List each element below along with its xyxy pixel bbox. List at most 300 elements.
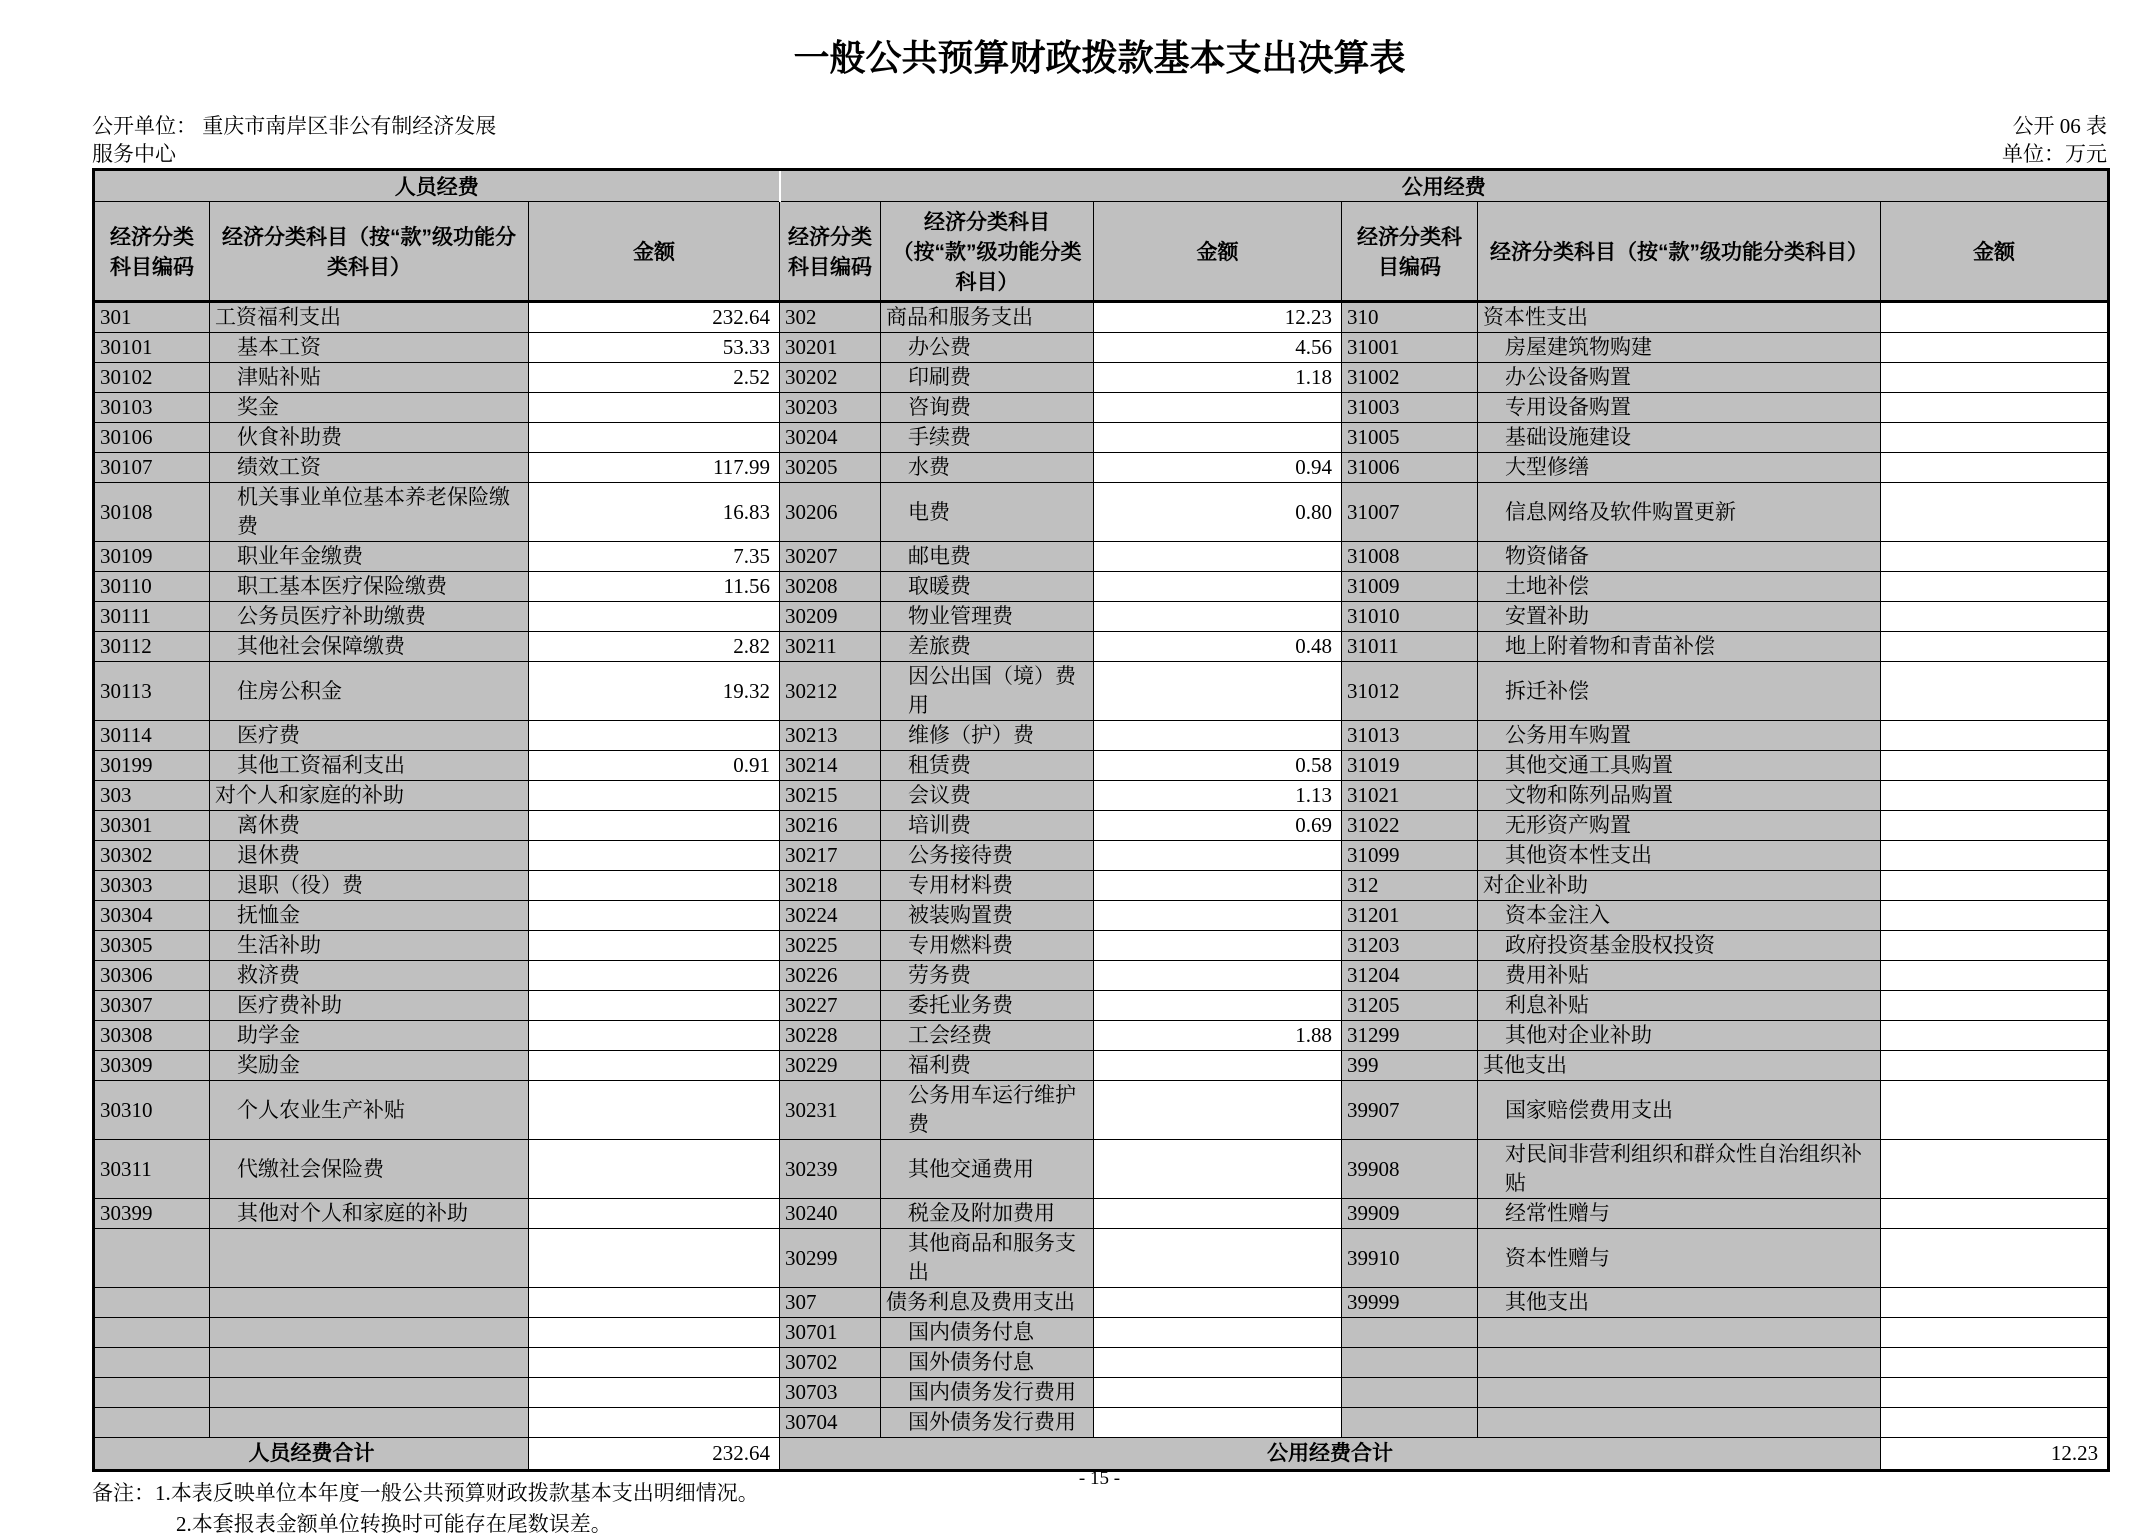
subject-cell: 其他资本性支出 [1478, 841, 1881, 871]
subject-cell: 政府投资基金股权投资 [1478, 931, 1881, 961]
amount-cell: 1.13 [1094, 781, 1342, 811]
amount-cell [529, 1140, 780, 1199]
amount-cell [1881, 1348, 2109, 1378]
code-cell: 30107 [94, 453, 210, 483]
amount-cell [1881, 931, 2109, 961]
subject-cell: 被装购置费 [881, 901, 1094, 931]
amount-cell [1094, 901, 1342, 931]
code-cell: 30307 [94, 991, 210, 1021]
table-row [94, 871, 2109, 901]
amount-cell [1094, 1378, 1342, 1408]
amount-cell [529, 781, 780, 811]
code-cell: 30201 [780, 333, 881, 363]
amount-cell [529, 602, 780, 632]
amount-cell [1881, 811, 2109, 841]
subject-cell: 住房公积金 [210, 662, 529, 721]
page-number: - 15 - [1078, 1468, 1121, 1489]
note-line-1: 备注：1.本表反映单位本年度一般公共预算财政拨款基本支出明细情况。 [92, 1481, 759, 1505]
amount-cell [1881, 363, 2109, 393]
subject-cell: 国家赔偿费用支出 [1478, 1081, 1881, 1140]
table-row [94, 721, 2109, 751]
code-cell: 30240 [780, 1199, 881, 1229]
subject-cell: 因公出国（境）费用 [881, 662, 1094, 721]
subject-cell: 办公费 [881, 333, 1094, 363]
subject-cell: 取暖费 [881, 572, 1094, 602]
amount-cell [1881, 1081, 2109, 1140]
amount-cell [529, 1081, 780, 1140]
subject-cell: 资本性支出 [1478, 302, 1881, 333]
table-row [94, 333, 2109, 363]
subject-cell: 费用补贴 [1478, 961, 1881, 991]
code-cell [94, 1229, 210, 1288]
subject-cell: 文物和陈列品购置 [1478, 781, 1881, 811]
amount-cell [529, 1318, 780, 1348]
amount-cell [1881, 1318, 2109, 1348]
code-cell: 31005 [1342, 423, 1478, 453]
subject-cell: 对企业补助 [1478, 871, 1881, 901]
code-cell: 30228 [780, 1021, 881, 1051]
amount-cell [1881, 302, 2109, 333]
table-row [94, 483, 2109, 542]
amount-cell: 12.23 [1094, 302, 1342, 333]
subheader [92, 112, 2107, 168]
amount-cell [1881, 572, 2109, 602]
subject-cell: 助学金 [210, 1021, 529, 1051]
code-cell: 399 [1342, 1051, 1478, 1081]
code-cell: 39907 [1342, 1081, 1478, 1140]
band-personnel: 人员经费 [94, 170, 780, 202]
code-cell: 30110 [94, 572, 210, 602]
subject-cell: 资本性赠与 [1478, 1229, 1881, 1288]
code-cell: 30108 [94, 483, 210, 542]
table-row [94, 961, 2109, 991]
code-cell [1342, 1408, 1478, 1438]
subject-cell: 物业管理费 [881, 602, 1094, 632]
code-cell: 30202 [780, 363, 881, 393]
amount-cell [1881, 961, 2109, 991]
amount-cell [529, 1288, 780, 1318]
table-row [94, 632, 2109, 662]
amount-cell [1094, 393, 1342, 423]
column-header-row [94, 202, 2109, 302]
code-cell: 30204 [780, 423, 881, 453]
personnel-total-label: 人员经费合计 [94, 1438, 529, 1471]
amount-cell: 16.83 [529, 483, 780, 542]
subject-cell: 专用设备购置 [1478, 393, 1881, 423]
code-cell: 30101 [94, 333, 210, 363]
amount-cell [529, 1229, 780, 1288]
table-row [94, 542, 2109, 572]
amount-cell [529, 871, 780, 901]
subject-cell [210, 1318, 529, 1348]
note-line-2: 2.本套报表金额单位转换时可能存在尾数误差。 [176, 1512, 612, 1536]
table-row [94, 1199, 2109, 1229]
subject-cell: 大型修缮 [1478, 453, 1881, 483]
amount-cell: 0.91 [529, 751, 780, 781]
amount-cell [1094, 1229, 1342, 1288]
amount-cell [529, 931, 780, 961]
subject-cell: 奖励金 [210, 1051, 529, 1081]
subject-cell: 其他支出 [1478, 1288, 1881, 1318]
col-header-code-3: 经济分类科目编码 [1342, 202, 1478, 302]
table-row [94, 1081, 2109, 1140]
code-cell: 30399 [94, 1199, 210, 1229]
subject-cell: 租赁费 [881, 751, 1094, 781]
subject-cell [1478, 1408, 1881, 1438]
subject-cell: 公务用车购置 [1478, 721, 1881, 751]
amount-cell [1094, 841, 1342, 871]
code-cell: 30106 [94, 423, 210, 453]
table-row [94, 1140, 2109, 1199]
code-cell: 31011 [1342, 632, 1478, 662]
amount-cell: 0.80 [1094, 483, 1342, 542]
col-header-code-1: 经济分类科目编码 [94, 202, 210, 302]
amount-cell [1094, 871, 1342, 901]
amount-cell: 19.32 [529, 662, 780, 721]
code-cell: 30305 [94, 931, 210, 961]
amount-cell [1094, 991, 1342, 1021]
amount-cell [1094, 1199, 1342, 1229]
table-row [94, 931, 2109, 961]
publish-unit-line1: 公开单位： 重庆市南岸区非公有制经济发展 [92, 114, 497, 138]
amount-cell [529, 1021, 780, 1051]
col-header-amount-1: 金额 [529, 202, 780, 302]
amount-cell [1094, 1288, 1342, 1318]
subject-cell: 机关事业单位基本养老保险缴费 [210, 483, 529, 542]
code-cell: 30304 [94, 901, 210, 931]
table-row [94, 1051, 2109, 1081]
amount-cell [1881, 781, 2109, 811]
amount-cell [1881, 991, 2109, 1021]
code-cell: 30113 [94, 662, 210, 721]
amount-cell [1881, 1140, 2109, 1199]
subject-cell: 国内债务发行费用 [881, 1378, 1094, 1408]
code-cell: 30229 [780, 1051, 881, 1081]
code-cell: 30214 [780, 751, 881, 781]
amount-cell [1881, 333, 2109, 363]
amount-cell [529, 1408, 780, 1438]
subject-cell: 基本工资 [210, 333, 529, 363]
code-cell: 30224 [780, 901, 881, 931]
totals-row [94, 1438, 2109, 1471]
subject-cell: 物资储备 [1478, 542, 1881, 572]
table-row [94, 363, 2109, 393]
subject-cell: 培训费 [881, 811, 1094, 841]
code-cell: 39909 [1342, 1199, 1478, 1229]
table-row [94, 572, 2109, 602]
table-row [94, 1348, 2109, 1378]
amount-cell [1881, 721, 2109, 751]
subject-cell: 专用材料费 [881, 871, 1094, 901]
amount-cell [1094, 572, 1342, 602]
code-cell: 30103 [94, 393, 210, 423]
subject-cell: 差旅费 [881, 632, 1094, 662]
subject-cell [210, 1408, 529, 1438]
code-cell: 30226 [780, 961, 881, 991]
subject-cell: 国内债务付息 [881, 1318, 1094, 1348]
table-row [94, 1288, 2109, 1318]
amount-cell [1881, 871, 2109, 901]
code-cell: 30302 [94, 841, 210, 871]
table-row [94, 781, 2109, 811]
publish-unit-line2: 服务中心 [92, 142, 176, 166]
amount-cell: 11.56 [529, 572, 780, 602]
subject-cell: 对民间非营利组织和群众性自治组织补贴 [1478, 1140, 1881, 1199]
amount-cell [1094, 1318, 1342, 1348]
table-row [94, 302, 2109, 333]
amount-cell [1094, 1081, 1342, 1140]
subject-cell: 代缴社会保险费 [210, 1140, 529, 1199]
subject-cell [210, 1378, 529, 1408]
subject-cell: 公务用车运行维护费 [881, 1081, 1094, 1140]
subject-cell: 工会经费 [881, 1021, 1094, 1051]
amount-cell [1881, 542, 2109, 572]
amount-cell: 0.69 [1094, 811, 1342, 841]
subject-cell: 其他支出 [1478, 1051, 1881, 1081]
money-unit-label: 单位：万元 [2002, 142, 2107, 166]
subject-cell: 其他社会保障缴费 [210, 632, 529, 662]
code-cell: 30311 [94, 1140, 210, 1199]
table-row [94, 1318, 2109, 1348]
table-row [94, 393, 2109, 423]
code-cell: 30215 [780, 781, 881, 811]
band-header-row [94, 170, 2109, 202]
code-cell: 30225 [780, 931, 881, 961]
code-cell: 30703 [780, 1378, 881, 1408]
amount-cell [529, 721, 780, 751]
code-cell: 30310 [94, 1081, 210, 1140]
amount-cell [1881, 393, 2109, 423]
code-cell: 30211 [780, 632, 881, 662]
code-cell [94, 1378, 210, 1408]
table-row [94, 991, 2109, 1021]
amount-cell [529, 1378, 780, 1408]
code-cell: 39910 [1342, 1229, 1478, 1288]
amount-cell [1094, 602, 1342, 632]
amount-cell [529, 1199, 780, 1229]
code-cell: 30212 [780, 662, 881, 721]
subject-cell: 无形资产购置 [1478, 811, 1881, 841]
table-row [94, 423, 2109, 453]
code-cell: 312 [1342, 871, 1478, 901]
amount-cell [529, 1051, 780, 1081]
subject-cell: 国外债务付息 [881, 1348, 1094, 1378]
amount-cell [1881, 1378, 2109, 1408]
code-cell: 303 [94, 781, 210, 811]
amount-cell [1881, 841, 2109, 871]
table-row [94, 602, 2109, 632]
subject-cell: 工资福利支出 [210, 302, 529, 333]
code-cell: 31013 [1342, 721, 1478, 751]
code-cell: 31205 [1342, 991, 1478, 1021]
amount-cell [1881, 1229, 2109, 1288]
code-cell: 30704 [780, 1408, 881, 1438]
subject-cell: 邮电费 [881, 542, 1094, 572]
amount-cell [529, 423, 780, 453]
subject-cell: 电费 [881, 483, 1094, 542]
amount-cell: 53.33 [529, 333, 780, 363]
band-public: 公用经费 [780, 170, 2109, 202]
code-cell [1342, 1318, 1478, 1348]
amount-cell [1881, 483, 2109, 542]
code-cell: 31010 [1342, 602, 1478, 632]
subject-cell: 伙食补助费 [210, 423, 529, 453]
personnel-total-amount: 232.64 [529, 1438, 780, 1471]
amount-cell [1881, 662, 2109, 721]
amount-cell [1094, 1348, 1342, 1378]
table-row [94, 901, 2109, 931]
page-title: 一般公共预算财政拨款基本支出决算表 [793, 37, 1406, 78]
table-row [94, 1229, 2109, 1288]
code-cell: 30109 [94, 542, 210, 572]
code-cell: 31012 [1342, 662, 1478, 721]
subject-cell: 咨询费 [881, 393, 1094, 423]
col-header-subject-1: 经济分类科目（按“款”级功能分类科目） [210, 202, 529, 302]
subject-cell [1478, 1378, 1881, 1408]
subject-cell: 公务接待费 [881, 841, 1094, 871]
col-header-code-2: 经济分类科目编码 [780, 202, 881, 302]
subject-cell: 退休费 [210, 841, 529, 871]
code-cell [94, 1288, 210, 1318]
code-cell: 30114 [94, 721, 210, 751]
subject-cell: 医疗费 [210, 721, 529, 751]
code-cell: 30217 [780, 841, 881, 871]
subject-cell: 职业年金缴费 [210, 542, 529, 572]
subject-cell: 其他对企业补助 [1478, 1021, 1881, 1051]
amount-cell: 4.56 [1094, 333, 1342, 363]
code-cell: 301 [94, 302, 210, 333]
code-cell: 302 [780, 302, 881, 333]
code-cell: 30213 [780, 721, 881, 751]
amount-cell: 0.58 [1094, 751, 1342, 781]
subject-cell: 土地补偿 [1478, 572, 1881, 602]
table-row [94, 751, 2109, 781]
subject-cell: 拆迁补偿 [1478, 662, 1881, 721]
col-header-amount-3: 金额 [1881, 202, 2109, 302]
amount-cell [1881, 453, 2109, 483]
code-cell: 31021 [1342, 781, 1478, 811]
code-cell: 31099 [1342, 841, 1478, 871]
code-cell: 30209 [780, 602, 881, 632]
code-cell: 30301 [94, 811, 210, 841]
code-cell: 30218 [780, 871, 881, 901]
code-cell: 30216 [780, 811, 881, 841]
subject-cell: 其他交通费用 [881, 1140, 1094, 1199]
subject-cell: 信息网络及软件购置更新 [1478, 483, 1881, 542]
document-page [92, 0, 2107, 1536]
code-cell: 31007 [1342, 483, 1478, 542]
code-cell: 30203 [780, 393, 881, 423]
table-row [94, 1378, 2109, 1408]
code-cell: 31002 [1342, 363, 1478, 393]
subject-cell: 基础设施建设 [1478, 423, 1881, 453]
subject-cell: 生活补助 [210, 931, 529, 961]
code-cell: 30309 [94, 1051, 210, 1081]
amount-cell [1094, 423, 1342, 453]
table-row [94, 841, 2109, 871]
subject-cell: 其他对个人和家庭的补助 [210, 1199, 529, 1229]
subject-cell: 对个人和家庭的补助 [210, 781, 529, 811]
amount-cell [529, 841, 780, 871]
subject-cell: 抚恤金 [210, 901, 529, 931]
amount-cell [1881, 1021, 2109, 1051]
amount-cell [1094, 721, 1342, 751]
code-cell: 31009 [1342, 572, 1478, 602]
amount-cell [529, 901, 780, 931]
subject-cell: 办公设备购置 [1478, 363, 1881, 393]
amount-cell [1881, 1288, 2109, 1318]
subject-cell: 地上附着物和青苗补偿 [1478, 632, 1881, 662]
amount-cell [1881, 423, 2109, 453]
subject-cell: 水费 [881, 453, 1094, 483]
amount-cell [1094, 931, 1342, 961]
amount-cell: 1.88 [1094, 1021, 1342, 1051]
table-row [94, 1408, 2109, 1438]
amount-cell [1881, 1051, 2109, 1081]
budget-table [92, 168, 2110, 1472]
amount-cell [529, 991, 780, 1021]
code-cell: 30112 [94, 632, 210, 662]
amount-cell [1094, 662, 1342, 721]
subject-cell: 印刷费 [881, 363, 1094, 393]
code-cell: 31022 [1342, 811, 1478, 841]
table-row [94, 662, 2109, 721]
subject-cell [210, 1229, 529, 1288]
table-number: 公开 06 表 [2012, 114, 2107, 138]
amount-cell [1881, 1408, 2109, 1438]
amount-cell [1094, 1408, 1342, 1438]
subject-cell: 房屋建筑物购建 [1478, 333, 1881, 363]
subject-cell: 债务利息及费用支出 [881, 1288, 1094, 1318]
col-header-subject-3: 经济分类科目（按“款”级功能分类科目） [1478, 202, 1881, 302]
subject-cell: 资本金注入 [1478, 901, 1881, 931]
amount-cell [1881, 901, 2109, 931]
subject-cell: 退职（役）费 [210, 871, 529, 901]
code-cell: 30111 [94, 602, 210, 632]
amount-cell [1881, 632, 2109, 662]
subject-cell: 税金及附加费用 [881, 1199, 1094, 1229]
subject-cell [210, 1288, 529, 1318]
subject-cell: 福利费 [881, 1051, 1094, 1081]
subject-cell: 安置补助 [1478, 602, 1881, 632]
code-cell: 31204 [1342, 961, 1478, 991]
public-total-label: 公用经费合计 [780, 1438, 1881, 1471]
public-total-amount: 12.23 [1881, 1438, 2109, 1471]
code-cell: 30102 [94, 363, 210, 393]
subject-cell: 专用燃料费 [881, 931, 1094, 961]
amount-cell [529, 961, 780, 991]
amount-cell: 7.35 [529, 542, 780, 572]
code-cell: 31299 [1342, 1021, 1478, 1051]
code-cell: 30239 [780, 1140, 881, 1199]
subject-cell: 国外债务发行费用 [881, 1408, 1094, 1438]
subject-cell: 劳务费 [881, 961, 1094, 991]
amount-cell: 0.94 [1094, 453, 1342, 483]
subject-cell: 其他商品和服务支出 [881, 1229, 1094, 1288]
code-cell: 31201 [1342, 901, 1478, 931]
code-cell: 39908 [1342, 1140, 1478, 1199]
table-row [94, 811, 2109, 841]
subject-cell: 其他工资福利支出 [210, 751, 529, 781]
col-header-subject-2: 经济分类科目（按“款”级功能分类科目） [881, 202, 1094, 302]
subject-cell: 经常性赠与 [1478, 1199, 1881, 1229]
amount-cell [1094, 1051, 1342, 1081]
code-cell [94, 1408, 210, 1438]
amount-cell: 2.82 [529, 632, 780, 662]
subject-cell: 救济费 [210, 961, 529, 991]
code-cell: 31008 [1342, 542, 1478, 572]
code-cell: 30303 [94, 871, 210, 901]
